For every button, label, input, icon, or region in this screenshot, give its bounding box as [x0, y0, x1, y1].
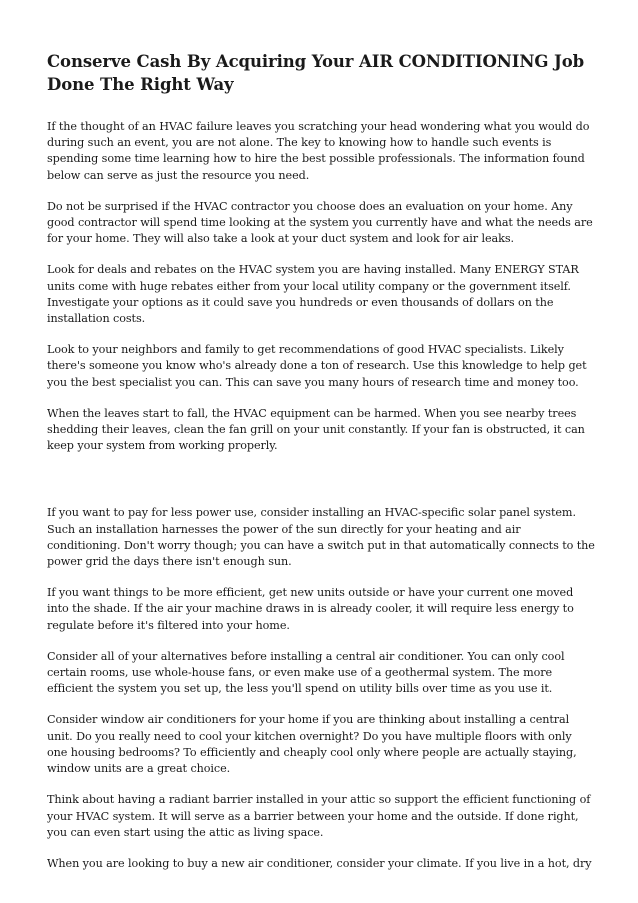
paragraph-5: When the leaves start to fall, the HVAC equipment can be harmed. When you see nearby trees shedding their leaves, clean the fan grill on your unit constantly. If your fan is obstructed, it can keep your system from working properly.: [47, 406, 585, 453]
paragraph-10: Think about having a radiant barrier installed in your attic so support the efficient functioning of your HVAC system. It will serve as a barrier between your home and the outside. If done right, you can even start using the attic as living space.: [47, 793, 591, 839]
paragraph-8: Consider all of your alternatives before installing a central air conditioner. You can only cool certain rooms, use whole-house fans, or even make use of a geothermal system. The more efficient the system you set up, the less you'll spend on utility bills over time as you use it.: [47, 649, 565, 696]
paragraph-9: Consider window air conditioners for your home if you are thinking about installing a central unit. Do you really need to cool your kitchen overnight? Do you have multiple floors with only one housing bedrooms? To efficiently and cheaply cool only where people are actually staying, window units are a great choice.: [47, 713, 577, 776]
paragraph-4: Look to your neighbors and family to get recommendations of good HVAC specialists. Likely there's someone you know who's already done a ton of research. Use this knowledge to help get you the best specialist you can. This can save you many hours of research time and money too.: [47, 343, 587, 389]
paragraph-7: If you want things to be more efficient, get new units outside or have your current one moved into the shade. If the air your machine draws in is already cooler, it will require less energy to regulate before it's filtered into your home.: [47, 586, 574, 632]
paragraph-1: If the thought of an HVAC failure leaves you scratching your head wondering what you would do during such an event, you are not alone. The key to knowing how to handle such events is spending some time learning how to hire the best possible professionals. The information found below can serve as just the resource you need.: [47, 120, 590, 182]
paragraph-11: When you are looking to buy a new air conditioner, consider your climate. If you live in a hot, dry: [47, 856, 592, 870]
document-title: Conserve Cash By Acquiring Your AIR CONDITIONING Job Done The Right Way: [47, 52, 585, 94]
paragraph-6: If you want to pay for less power use, consider installing an HVAC-specific solar panel system. Such an installation harnesses the power of the sun directly for your heating and air conditioning. Don't worry though; you can have a switch put in that automatically connects to the power grid the days there isn't enough sun.: [47, 506, 595, 569]
paragraph-3: Look for deals and rebates on the HVAC system you are having installed. Many ENERGY STAR units come with huge rebates either from your local utility company or the government itself. Investigate your options as it could save you hundreds or even thousands of dollars on the installation costs.: [47, 263, 579, 326]
document-page: [47, 50, 595, 887]
paragraph-2: Do not be surprised if the HVAC contractor you choose does an evaluation on your home. Any good contractor will spend time looking at the system you currently have and what the needs are for your home. They will also take a look at your duct system and look for air leaks.: [47, 199, 593, 246]
blank-gap: [47, 469, 595, 505]
